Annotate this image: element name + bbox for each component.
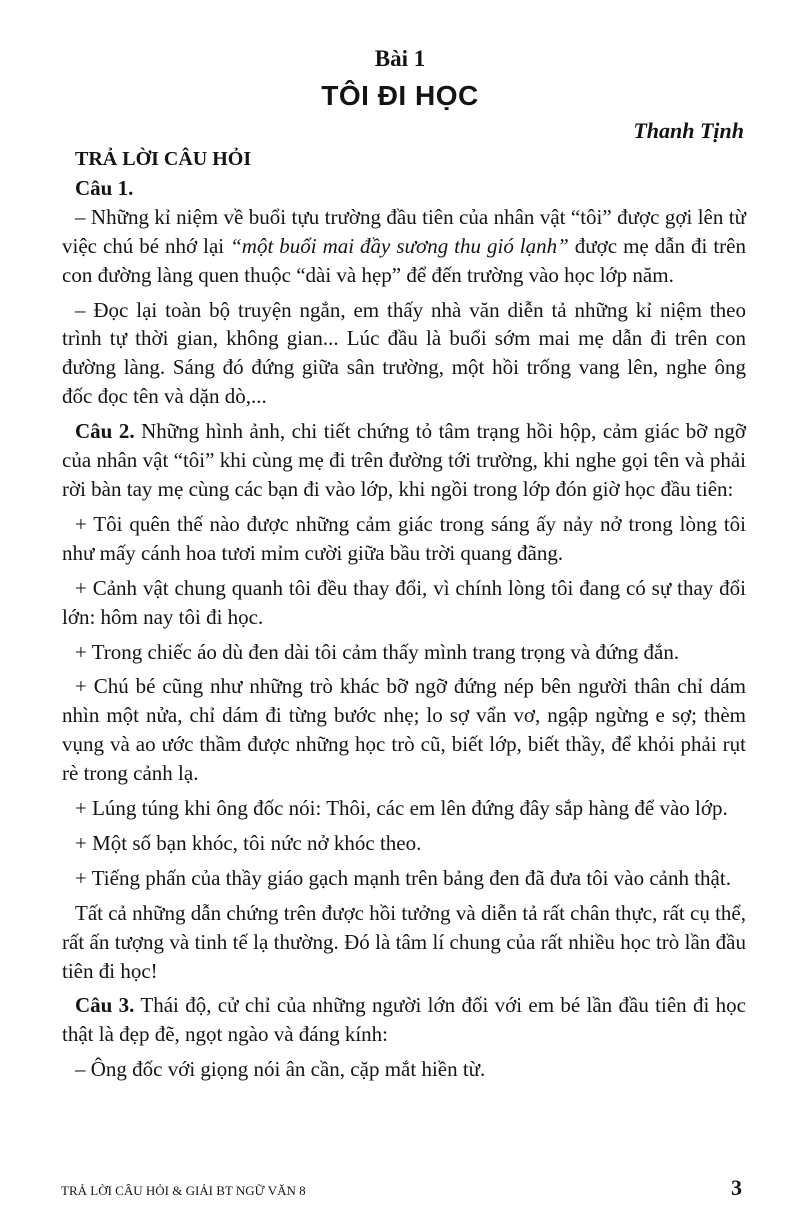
- section-heading: TRẢ LỜI CÂU HỎI: [75, 148, 252, 170]
- page-number: 3: [731, 1175, 742, 1200]
- question-3-intro: Câu 3. Thái độ, cử chỉ của những người lớn đối với em bé lần đầu tiên đi học thật là đẹp đẽ, ngọt ngào và đáng kính:: [62, 993, 746, 1047]
- question-1-paragraph-2: – Đọc lại toàn bộ truyện ngắn, em thấy nhà văn diễn tả những kỉ niệm theo trình tự thời gian, không gian... Lúc đầu là buổi sớm mai mẹ dẫn đi trên con đường làng. Sáng đó đứng giữa sân trường, một hồi trống vang lên, nghe ông đốc đọc tên và dặn dò,...: [62, 297, 746, 409]
- question-2-intro: Câu 2. Những hình ảnh, chi tiết chứng tỏ tâm trạng hồi hộp, cảm giác bỡ ngỡ của nhân vật “tôi” khi cùng mẹ đi trên đường tới trường, khi nghe gọi tên và phải rời bàn tay mẹ cùng các bạn đi vào lớp, khi ngồi trong lớp đón giờ học đầu tiên:: [62, 419, 746, 501]
- question-3-item: – Ông đốc với giọng nói ân cần, cặp mắt hiền từ.: [75, 1057, 486, 1082]
- question-2-label: Câu 2.: [75, 419, 135, 444]
- question-1-paragraph-1: – Những kỉ niệm về buổi tựu trường đầu tiên của nhân vật “tôi” được gợi lên từ việc chú bé nhớ lại “một buổi mai đầy sương thu gió lạnh” được mẹ dẫn đi trên con đường làng quen thuộc “dài và hẹp” để đến trường vào học lớp năm.: [62, 204, 746, 287]
- question-2-item: + Tôi quên thế nào được những cảm giác trong sáng ấy nảy nở trong lòng tôi như mấy cánh hoa tươi mỉm cười giữa bầu trời quang đãng.: [62, 511, 746, 565]
- question-2-item: + Lúng túng khi ông đốc nói: Thôi, các em lên đứng đây sắp hàng để vào lớp.: [75, 796, 728, 821]
- question-2-item: + Tiếng phấn của thầy giáo gạch mạnh trên bảng đen đã đưa tôi vào cảnh thật.: [75, 865, 731, 890]
- lesson-number: Bài 1: [374, 46, 426, 71]
- question-2-conclusion: Tất cả những dẫn chứng trên được hồi tưởng và diễn tả rất chân thực, rất cụ thể, rất ấn tượng và tinh tế lạ thường. Đó là tâm lí chung của rất nhiều học trò lần đầu tiên đi học!: [62, 900, 746, 983]
- question-2-item: + Chú bé cũng như những trò khác bỡ ngỡ đứng nép bên người thân chỉ dám nhìn một nửa, chỉ dám đi từng bước nhẹ; lo sợ vẩn vơ, ngập ngừng e sợ; thèm vụng và ao ước thầm được những học trò cũ, biết lớp, biết thầy, để khỏi phải rụt rè trong cảnh lạ.: [62, 674, 746, 786]
- body-text: [62, 144, 746, 1084]
- author-name: Thanh Tịnh: [633, 118, 744, 143]
- footer-book-title: TRẢ LỜI CÂU HỎI & GIẢI BT NGỮ VĂN 8: [61, 1183, 306, 1198]
- question-1-label: Câu 1.: [75, 175, 134, 200]
- quoted-phrase: “một buổi mai đầy sương thu gió lạnh”: [230, 233, 569, 258]
- question-2-item: + Một số bạn khóc, tôi nức nở khóc theo.: [75, 830, 422, 855]
- question-2-item: + Trong chiếc áo dù đen dài tôi cảm thấy mình trang trọng và đứng đắn.: [75, 639, 680, 664]
- lesson-title: TÔI ĐI HỌC: [321, 80, 479, 111]
- question-2-item: + Cảnh vật chung quanh tôi đều thay đổi, vì chính lòng tôi đang có sự thay đổi lớn: hôm nay tôi đi học.: [62, 575, 746, 629]
- question-3-label: Câu 3.: [75, 993, 135, 1018]
